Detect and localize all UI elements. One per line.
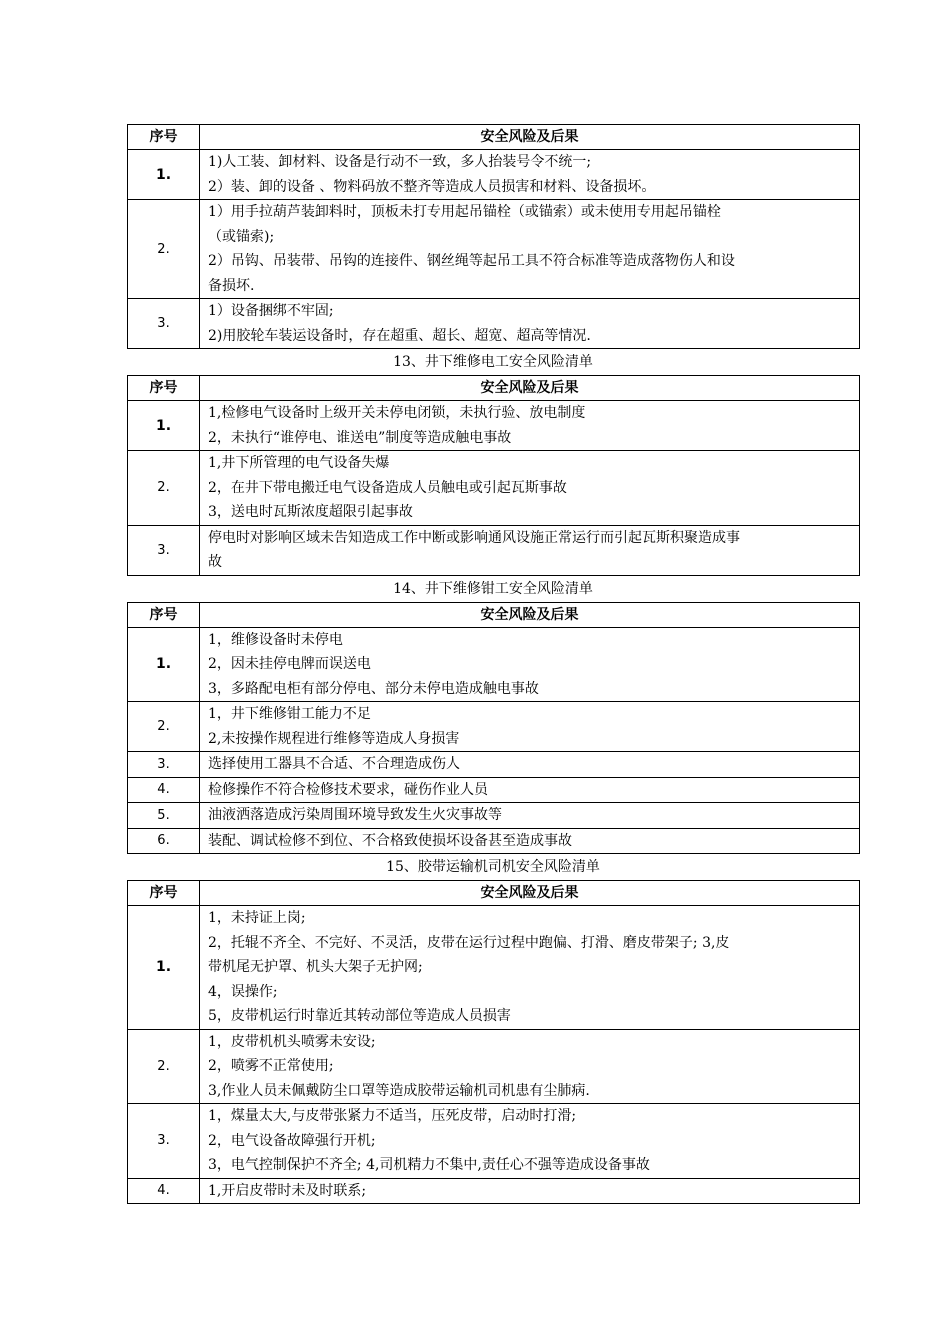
- risk-line: 检修操作不符合检修技术要求，碰伤作业人员: [208, 781, 488, 798]
- row-risk: [200, 150, 860, 200]
- header-no: 序号: [128, 125, 200, 150]
- risk-table-section-14: [127, 602, 860, 855]
- risk-line: 5，皮带机运行时靠近其转动部位等造成人员损害: [208, 1008, 511, 1024]
- header-no: 序号: [128, 376, 200, 401]
- risk-line: 3,作业人员未佩戴防尘口罩等造成胶带运输机司机患有尘肺病.: [208, 1082, 590, 1099]
- risk-line: 选择使用工器具不合适、不合理造成伤人: [208, 756, 460, 772]
- row-number: 4.: [128, 1178, 200, 1204]
- row-risk: [200, 200, 860, 299]
- risk-line: 1，维修设备时未停电: [208, 631, 343, 648]
- table-row: [128, 1178, 860, 1204]
- table-row: [128, 777, 860, 803]
- table-row: [128, 150, 860, 200]
- table-row: [128, 752, 860, 778]
- row-risk: [200, 299, 860, 349]
- row-risk: [200, 752, 860, 778]
- row-risk: [200, 906, 860, 1030]
- risk-line: 1，皮带机机头喷雾未安设;: [208, 1033, 376, 1050]
- risk-line: （或锚索);: [208, 228, 275, 245]
- table-header-row: [128, 881, 860, 906]
- header-no: 序号: [128, 881, 200, 906]
- table-header-row: [128, 125, 860, 150]
- risk-line: 故: [208, 554, 222, 570]
- risk-line: 1,开启皮带时未及时联系;: [208, 1182, 367, 1199]
- table-row: [128, 1029, 860, 1104]
- header-risk: 安全风险及后果: [200, 125, 860, 150]
- risk-line: 2)用胶轮车装运设备时，存在超重、超长、超宽、超高等情况.: [208, 327, 591, 344]
- risk-line: 1，未持证上岗;: [208, 910, 306, 926]
- table-row: [128, 906, 860, 1030]
- row-risk: [200, 451, 860, 526]
- row-number: 2.: [128, 1029, 200, 1104]
- row-number: 4.: [128, 777, 200, 803]
- document-page: [127, 124, 859, 1204]
- risk-line: 2,未按操作规程进行维修等造成人身损害: [208, 730, 460, 747]
- row-risk: [200, 777, 860, 803]
- table-row: [128, 299, 860, 349]
- row-number: 5.: [128, 803, 200, 829]
- row-number: 1.: [128, 150, 200, 200]
- risk-line: 带机尾无护罩、机头大架子无护网;: [208, 959, 423, 975]
- risk-line: 1,检修电气设备时上级开关未停电闭锁，未执行验、放电制度: [208, 405, 586, 421]
- risk-line: 1,井下所管理的电气设备失爆: [208, 455, 390, 471]
- table-row: [128, 401, 860, 451]
- table-row: [128, 627, 860, 702]
- risk-line: 油液洒落造成污染周围环境导致发生火灾事故等: [208, 807, 502, 823]
- row-number: 3.: [128, 1104, 200, 1179]
- row-number: 2.: [128, 451, 200, 526]
- risk-line: 3，送电时瓦斯浓度超限引起事故: [208, 504, 413, 520]
- risk-line: 2，托辊不齐全、不完好、不灵活，皮带在运行过程中跑偏、打滑、磨皮带架子; 3,皮: [208, 934, 730, 951]
- row-number: 3.: [128, 299, 200, 349]
- table-row: [128, 451, 860, 526]
- header-no: 序号: [128, 602, 200, 627]
- risk-line: 2）吊钩、吊装带、吊钩的连接件、钢丝绳等起吊工具不符合标准等造成落物伤人和设: [208, 253, 735, 269]
- table-header-row: [128, 602, 860, 627]
- risk-line: 2，电气设备故障强行开机;: [208, 1132, 376, 1149]
- row-number: 6.: [128, 828, 200, 854]
- table-header-row: [128, 376, 860, 401]
- risk-line: 1）设备捆绑不牢固;: [208, 303, 334, 319]
- risk-line: 3，多路配电柜有部分停电、部分未停电造成触电事故: [208, 680, 539, 697]
- risk-line: 2，因未挂停电牌而误送电: [208, 656, 371, 672]
- risk-table-section-0: [127, 124, 860, 349]
- risk-line: 装配、调试检修不到位、不合格致使损坏设备甚至造成事故: [208, 832, 572, 849]
- row-number: 1.: [128, 401, 200, 451]
- table-row: [128, 200, 860, 299]
- row-risk: [200, 803, 860, 829]
- risk-line: 2，喷雾不正常使用;: [208, 1058, 334, 1074]
- row-risk: [200, 401, 860, 451]
- row-risk: [200, 828, 860, 854]
- row-risk: [200, 1104, 860, 1179]
- table-row: [128, 525, 860, 575]
- header-risk: 安全风险及后果: [200, 881, 860, 906]
- risk-line: 备损坏.: [208, 277, 255, 294]
- risk-table-section-13: [127, 375, 860, 576]
- row-number: 3.: [128, 752, 200, 778]
- row-number: 2.: [128, 200, 200, 299]
- row-number: 1.: [128, 906, 200, 1030]
- risk-line: 2）装、卸的设备 、物料码放不整齐等造成人员损害和材料、设备损坏。: [208, 178, 656, 195]
- row-number: 1.: [128, 627, 200, 702]
- table-row: [128, 828, 860, 854]
- risk-table-section-15: [127, 880, 860, 1204]
- row-risk: [200, 627, 860, 702]
- section-15-title: 15、胶带运输机司机安全风险清单: [386, 859, 600, 875]
- risk-line: 2，在井下带电搬迁电气设备造成人员触电或引起瓦斯事故: [208, 479, 567, 496]
- row-risk: [200, 1029, 860, 1104]
- risk-line: 3，电气控制保护不齐全; 4,司机精力不集中,责任心不强等造成设备事故: [208, 1157, 650, 1173]
- risk-line: 1）用手拉葫芦装卸料时，顶板未打专用起吊锚栓（或锚索）或未使用专用起吊锚栓: [208, 204, 721, 220]
- header-risk: 安全风险及后果: [200, 376, 860, 401]
- row-risk: [200, 1178, 860, 1204]
- risk-line: 4，误操作;: [208, 983, 278, 1000]
- table-row: [128, 702, 860, 752]
- row-risk: [200, 525, 860, 575]
- row-risk: [200, 702, 860, 752]
- risk-line: 1)人工装、卸材料、设备是行动不一致，多人抬装号令不统一;: [208, 154, 592, 170]
- row-number: 3.: [128, 525, 200, 575]
- table-row: [128, 803, 860, 829]
- section-14-title: 14、井下维修钳工安全风险清单: [393, 580, 593, 597]
- row-number: 2.: [128, 702, 200, 752]
- risk-line: 停电时对影响区域未告知造成工作中断或影响通风设施正常运行而引起瓦斯积聚造成事: [208, 529, 740, 546]
- risk-line: 2，未执行“谁停电、谁送电”制度等造成触电事故: [208, 429, 512, 446]
- table-row: [128, 1104, 860, 1179]
- header-risk: 安全风险及后果: [200, 602, 860, 627]
- risk-line: 1，井下维修钳工能力不足: [208, 706, 371, 722]
- section-13-title: 13、井下维修电工安全风险清单: [393, 354, 593, 370]
- risk-line: 1，煤量太大,与皮带张紧力不适当，压死皮带，启动时打滑;: [208, 1108, 577, 1124]
